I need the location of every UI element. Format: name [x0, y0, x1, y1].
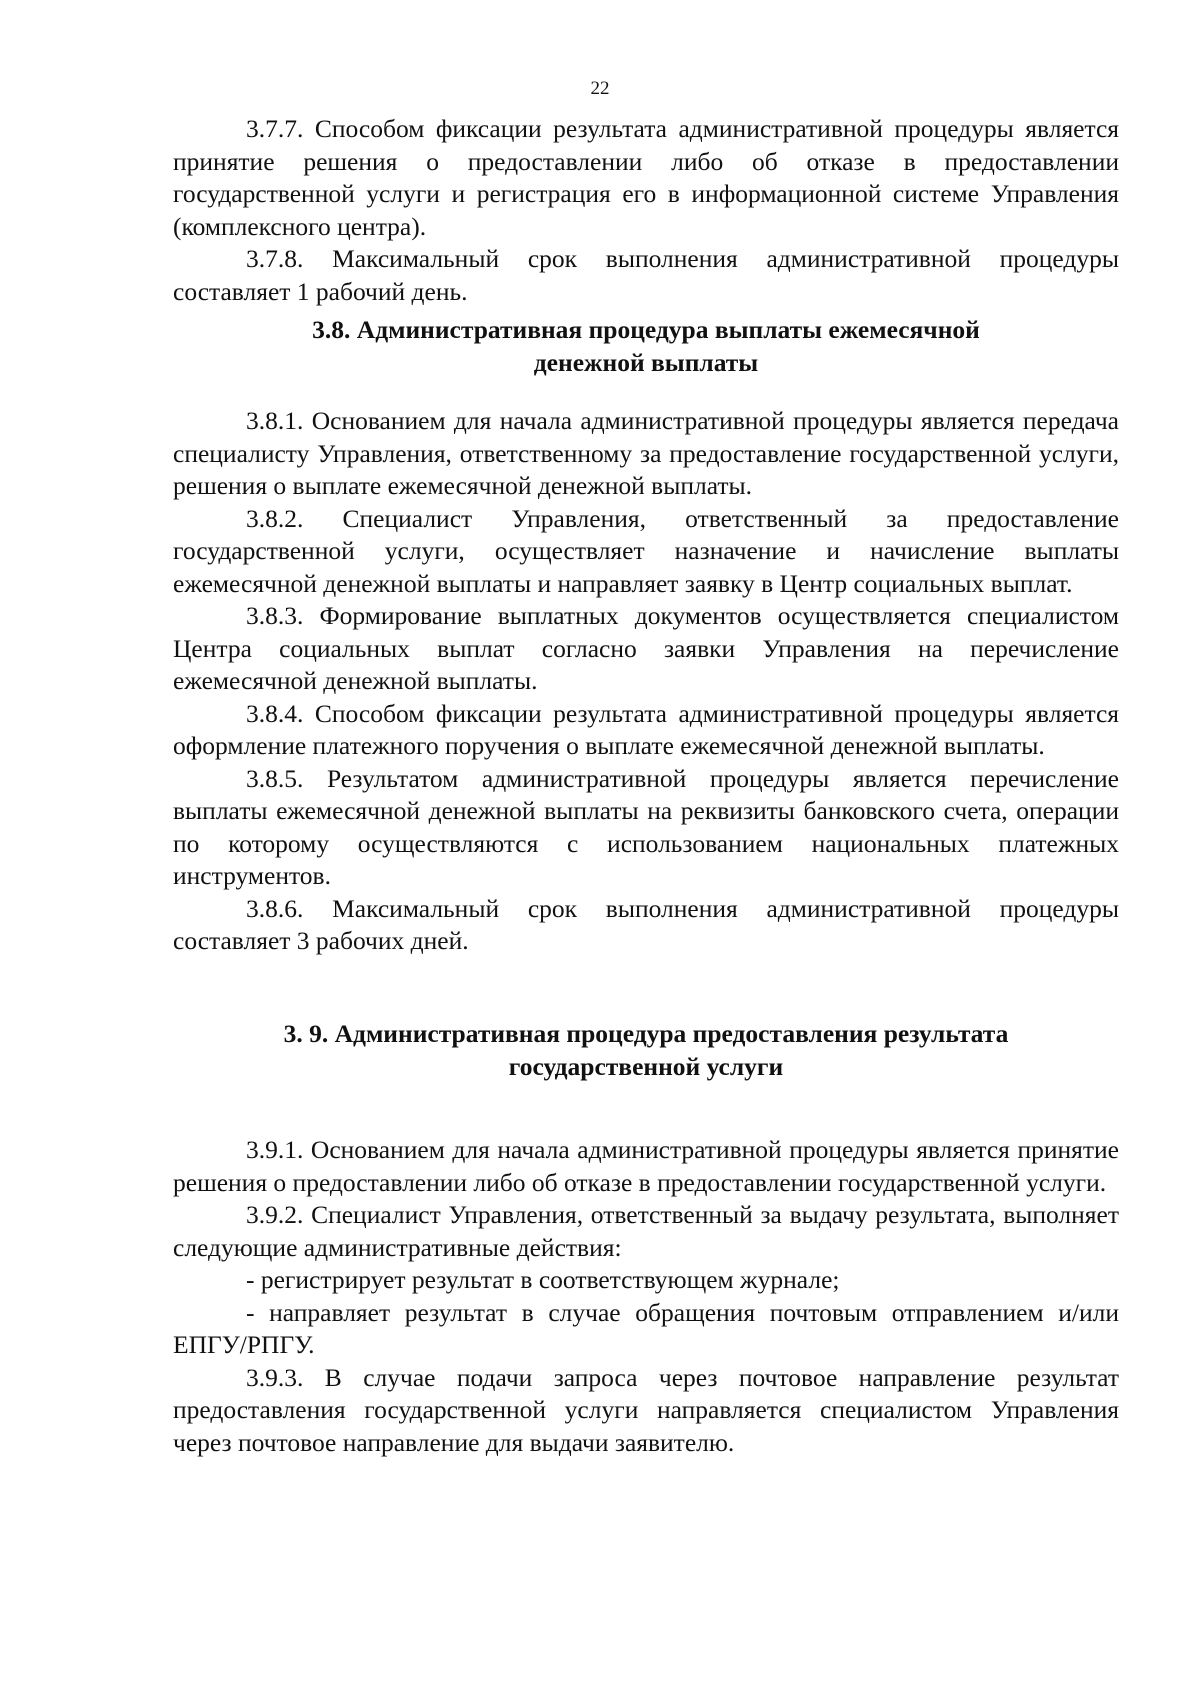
paragraph-3-9-1: 3.9.1. Основанием для начала административной процедуры является принятие решения о предоставлении либо об отказе в предоставлении государственной услуги. [173, 1135, 1119, 1197]
paragraph-3-8-1: 3.8.1. Основанием для начала административной процедуры является передача специалисту Управления, ответственному за предоставление государственной услуги, решения о выплате ежемесячной денежной выплаты. [173, 406, 1119, 500]
paragraph-3-9-3: 3.9.3. В случае подачи запроса через почтовое направление результат предоставления государственной услуги направляется специалистом Управления через почтовое направление для выдачи заявителю. [173, 1362, 1119, 1457]
heading-3-9 [173, 1018, 1119, 1083]
section-3-8-paragraphs [173, 405, 1119, 958]
section-3-9-paragraphs [173, 1134, 1119, 1459]
page-number: 22 [590, 78, 610, 99]
heading-3-8-line1: 3.8. Административная процедура выплаты ежемесячной [312, 315, 980, 344]
paragraph-3-8-2: 3.8.2. Специалист Управления, ответственный за предоставление государственной услуги, осуществляет назначение и начисление выплаты ежемесячной денежной выплаты и направляет заявку в Центр социальных выплат. [173, 503, 1119, 598]
heading-3-8-line2: денежной выплаты [533, 347, 759, 377]
paragraph-3-8-6: 3.8.6. Максимальный срок выполнения административной процедуры составляет 3 рабочих дней. [173, 893, 1119, 955]
paragraph-3-8-3: 3.8.3. Формирование выплатных документов осуществляется специалистом Центра социальных выплат согласно заявки Управления на перечисление ежемесячной денежной выплаты. [173, 601, 1119, 695]
paragraph-3-8-4: 3.8.4. Способом фиксации результата административной процедуры является оформление платежного поручения о выплате ежемесячной денежной выплаты. [173, 698, 1119, 760]
section-3-7-paragraphs [173, 113, 1119, 308]
list-item-send: - направляет результат в случае обращения почтовым отправлением и/или ЕПГУ/РПГУ. [173, 1297, 1119, 1359]
paragraph-3-7-8: 3.7.8. Максимальный срок выполнения административной процедуры составляет 1 рабочий день. [173, 244, 1119, 306]
heading-3-9-line2: государственной услуги [508, 1051, 784, 1081]
list-item-register: - регистрирует результат в соответствующем журнале; [246, 1265, 840, 1294]
heading-3-9-line1: 3. 9. Административная процедура предоставления результата [283, 1019, 1009, 1048]
paragraph-3-8-5: 3.8.5. Результатом административной процедуры является перечисление выплаты ежемесячной денежной выплаты на реквизиты банковского счета, операции по которому осуществляются с использованием национальных платежных инструментов. [173, 763, 1119, 890]
paragraph-3-9-2: 3.9.2. Специалист Управления, ответственный за выдачу результата, выполняет следующие административные действия: [173, 1200, 1119, 1262]
paragraph-3-7-7: 3.7.7. Способом фиксации результата административной процедуры является принятие решения о предоставлении либо об отказе в предоставлении государственной услуги и регистрация его в информационной системе Управления (комплексного центра). [173, 114, 1119, 241]
heading-3-8 [173, 314, 1119, 379]
